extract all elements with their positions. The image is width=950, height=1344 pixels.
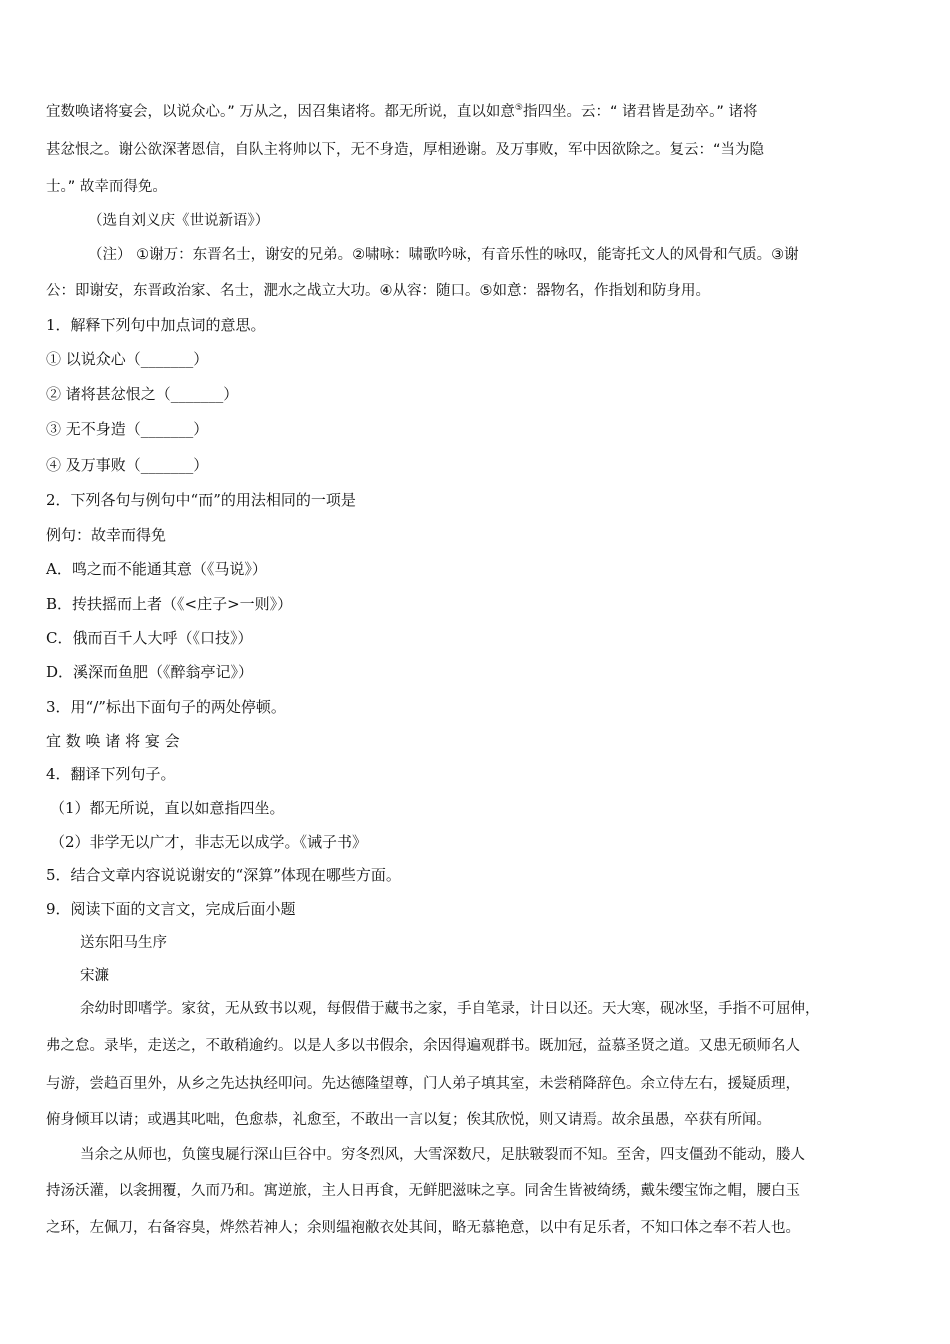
question-2-example: 例句：故幸而得免: [46, 526, 167, 544]
passage-line: 甚忿恨之。谢公欲深著恩信，自队主将帅以下，无不身造，厚相逊谢。及万事败，军中因欲除之。复云：“当为隐: [46, 142, 765, 158]
essay-para1-line: 弗之怠。录毕，走送之，不敢稍逾约。以是人多以书假余，余因得遍观群书。既加冠，益慕圣贤之道。又患无硕师名人: [46, 1038, 800, 1054]
passage-line-tail: 指四坐。云：“ 诸君皆是劲卒。” 诸将: [522, 104, 758, 120]
notes-line: （注） ①谢万：东晋名士，谢安的兄弟。②啸咏：啸歌吟咏，有音乐性的咏叹，能寄托文人的风骨和气质。③谢: [88, 247, 799, 263]
question-2-option-a: A．鸣之而不能通其意（《马说》）: [46, 560, 267, 578]
passage-line: 士。” 故幸而得免。: [46, 179, 167, 195]
essay-para1-line: 余幼时即嗜学。家贫，无从致书以观，每假借于藏书之家，手自笔录，计日以还。天大寒，砚冰坚，手指不可屈伸，: [80, 1001, 820, 1017]
question-2-option-d: D．溪深而鱼肥（《醉翁亭记》）: [46, 663, 254, 681]
question-1-item: ② 诸将甚忿恨之（_______）: [46, 385, 239, 403]
essay-author: 宋濂: [80, 968, 109, 984]
passage-line-text: 宜数唤诸将宴会，以说众心。” 万从之，因召集诸将。都无所说，直以如意: [46, 104, 515, 120]
notes-line: 公：即谢安，东晋政治家、名士，淝水之战立大功。④从容：随口。⑤如意：器物名，作指划和防身用。: [46, 283, 710, 299]
essay-para1-line: 俯身倾耳以请；或遇其叱咄，色愈恭，礼愈至，不敢出一言以复；俟其欣悦，则又请焉。故余虽愚，卒获有所闻。: [46, 1112, 771, 1128]
essay-para1-line: 与游，尝趋百里外，从乡之先达执经叩问。先达德隆望尊，门人弟子填其室，未尝稍降辞色。余立侍左右，援疑质理，: [46, 1076, 800, 1092]
question-5-title: 5．结合文章内容说说谢安的“深算”体现在哪些方面。: [46, 866, 401, 884]
question-2-option-b: B．抟扶摇而上者（《<庄子>一则》）: [46, 595, 293, 613]
question-3-title: 3．用“/”标出下面句子的两处停顿。: [46, 698, 286, 716]
question-3-sentence: 宜 数 唤 诸 将 宴 会: [46, 732, 180, 750]
essay-para2-line: 持汤沃灌，以衾拥覆，久而乃和。寓逆旅，主人日再食，无鲜肥滋味之享。同舍生皆被绮绣，戴朱缨宝饰之帽，腰白玉: [46, 1183, 800, 1199]
question-4-item: （2）非学无以广才，非志无以成学。《诫子书》: [50, 833, 368, 851]
essay-para2-line: 当余之从师也，负箧曳屣行深山巨谷中。穷冬烈风，大雪深数尺，足肤皲裂而不知。至舍，四支僵劲不能动，媵人: [80, 1147, 805, 1163]
essay-title: 送东阳马生序: [80, 935, 167, 951]
essay-para2-line: 之环，左佩刀，右备容臭，烨然若神人；余则缊袍敝衣处其间，略无慕艳意，以中有足乐者，不知口体之奉不若人也。: [46, 1220, 800, 1236]
passage-line: [46, 102, 757, 122]
question-1-item: ③ 无不身造（_______）: [46, 420, 209, 438]
question-4-title: 4．翻译下列句子。: [46, 765, 176, 783]
question-1-item: ① 以说众心（_______）: [46, 350, 209, 368]
question-4-item: （1）都无所说，直以如意指四坐。: [50, 799, 285, 817]
footnote-marker: ⑤: [514, 103, 523, 114]
question-1-title: 1．解释下列句中加点词的意思。: [46, 316, 266, 334]
passage-source: （选自刘义庆《世说新语》）: [88, 213, 270, 229]
question-2-option-c: C．俄而百千人大呼（《口技》）: [46, 629, 253, 647]
question-1-item: ④ 及万事败（_______）: [46, 456, 209, 474]
question-2-title: 2．下列各句与例句中“而”的用法相同的一项是: [46, 491, 356, 509]
section-9-title: 9．阅读下面的文言文，完成后面小题: [46, 900, 296, 918]
